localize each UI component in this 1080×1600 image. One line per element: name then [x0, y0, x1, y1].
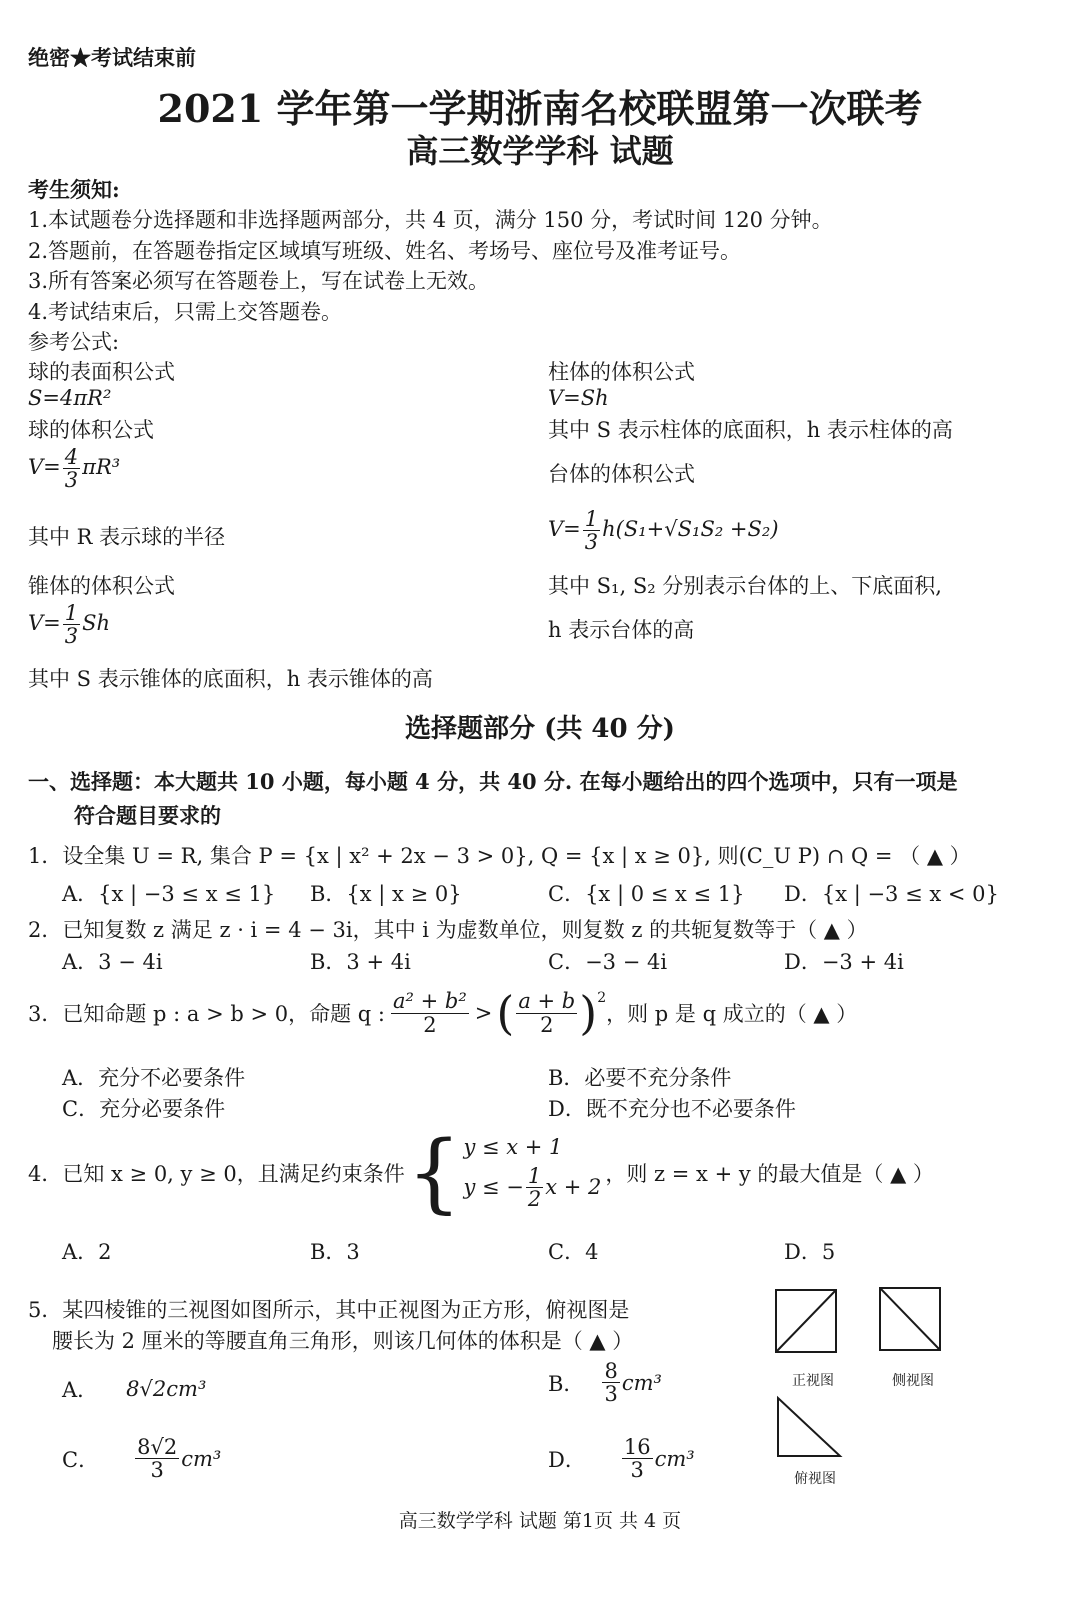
fraction — [602, 1360, 619, 1405]
option-d: D．−3 + 4i — [784, 950, 904, 974]
frustum-note: 其中 S₁, S₂ 分别表示台体的上、下底面积, — [548, 574, 942, 598]
fraction-den: 3 — [584, 530, 599, 555]
fraction-num: 1 — [527, 1164, 542, 1188]
paren-open: ( — [496, 986, 515, 1040]
option-c: C．−3 − 4i — [548, 950, 668, 974]
stem-text: 4．已知 x ≥ 0, y ≥ 0，且满足约束条件 — [28, 1162, 405, 1186]
formula-lhs: V= — [28, 455, 61, 480]
fraction — [526, 1165, 543, 1210]
fraction-num: 1 — [64, 601, 79, 625]
option-letter: D． — [548, 1447, 586, 1472]
option-b: B．必要不充分条件 — [548, 1066, 732, 1090]
sphere-area-formula: S=4πR² — [28, 386, 112, 410]
option-unit: cm³ — [654, 1446, 695, 1471]
frustum-volume-formula — [548, 508, 779, 553]
constraint: y ≤ x + 1 — [463, 1134, 563, 1159]
question-stem — [28, 1123, 934, 1223]
confidential-label: 绝密★考试结束前 — [28, 45, 196, 70]
formula-rhs: h(S₁+√S₁S₂ +S₂) — [602, 517, 779, 542]
exam-title: 2021 学年第一学期浙南名校联盟第一次联考 — [157, 86, 923, 131]
notice-item: 1.本试题卷分选择题和非选择题两部分，共 4 页，满分 150 分，考试时间 120 分钟。 — [28, 208, 833, 232]
fraction-den: 3 — [150, 1458, 164, 1483]
formula-rhs: Sh — [82, 611, 111, 636]
option-a: A．3 − 4i — [62, 950, 163, 974]
fraction-num: a² + b² — [393, 989, 467, 1014]
front-view-label: 正视图 — [792, 1373, 834, 1389]
option-c: C．4 — [548, 1240, 599, 1264]
fraction-den: 3 — [604, 1382, 618, 1407]
cone-volume-formula — [28, 602, 110, 647]
prism-volume-formula: V=Sh — [548, 386, 609, 410]
fraction-den: 3 — [64, 624, 79, 649]
option-d: D．{x | −3 ≤ x < 0} — [784, 882, 999, 906]
paren-close: ) — [579, 986, 598, 1040]
sphere-area-label: 球的表面积公式 — [28, 360, 175, 384]
stem-text: 3．已知命题 p : a > b > 0，命题 q : — [28, 1002, 385, 1026]
notice-item: 2.答题前，在答题卷指定区域填写班级、姓名、考场号、座位号及准考证号。 — [28, 239, 742, 263]
fraction-den: 3 — [630, 1458, 644, 1483]
formula-heading: 参考公式: — [28, 330, 120, 354]
option-c: C．充分必要条件 — [62, 1097, 226, 1121]
fraction-num: 8 — [604, 1359, 618, 1383]
question-stem: 腰长为 2 厘米的等腰直角三角形，则该几何体的体积是（ ▲ ） — [52, 1329, 634, 1353]
frustum-note: h 表示台体的高 — [548, 618, 695, 642]
option-letter: A． — [62, 1378, 99, 1402]
constraint-pre: y ≤ − — [463, 1175, 524, 1199]
fraction-num: 16 — [623, 1435, 651, 1459]
fraction-den: 2 — [540, 1012, 554, 1037]
formula-lhs: V= — [548, 517, 581, 542]
brace: { — [406, 1123, 462, 1223]
notice-item: 4.考试结束后，只需上交答题卷。 — [28, 300, 343, 324]
option-unit: cm³ — [181, 1446, 222, 1471]
fraction — [391, 990, 469, 1035]
fraction — [63, 602, 80, 647]
notice-heading: 考生须知: — [28, 177, 120, 202]
fraction-num: 4 — [64, 445, 79, 469]
option-b — [548, 1360, 662, 1405]
stem-text: ，则 p 是 q 成立的（ ▲ ） — [606, 1002, 858, 1026]
frustum-volume-label: 台体的体积公式 — [548, 462, 695, 486]
prism-volume-label: 柱体的体积公式 — [548, 360, 695, 384]
fraction-den: 3 — [64, 468, 79, 493]
fraction-num: a + b — [518, 989, 576, 1014]
option-letter: B． — [548, 1371, 585, 1396]
option-a: A．2 — [62, 1240, 112, 1264]
option-d — [548, 1436, 695, 1481]
option-c — [62, 1436, 221, 1481]
fraction — [583, 508, 600, 553]
exponent: 2 — [597, 990, 607, 1006]
sphere-volume-label: 球的体积公式 — [28, 418, 154, 442]
side-view-label: 侧视图 — [892, 1373, 934, 1389]
constraint-system — [463, 1136, 601, 1210]
fraction-den: 2 — [423, 1012, 437, 1037]
section-instruction: 符合题目要求的 — [74, 803, 221, 828]
option-d: D．5 — [784, 1240, 836, 1264]
side-view-figure — [878, 1286, 942, 1352]
fraction — [135, 1436, 179, 1481]
section-title: 选择题部分 (共 40 分) — [405, 714, 675, 744]
fraction — [516, 990, 577, 1035]
option-letter: C． — [62, 1447, 100, 1472]
constraint — [463, 1165, 601, 1210]
top-view-figure — [774, 1394, 844, 1460]
cone-note: 其中 S 表示锥体的底面积，h 表示锥体的高 — [28, 667, 433, 691]
question-stem: 5．某四棱锥的三视图如图所示，其中正视图为正方形，俯视图是 — [28, 1298, 630, 1322]
option-unit: cm³ — [621, 1370, 662, 1395]
cone-volume-label: 锥体的体积公式 — [28, 574, 175, 598]
option-value: 8√2cm³ — [126, 1377, 207, 1401]
fraction — [63, 446, 80, 491]
fraction-num: 1 — [584, 507, 599, 531]
option-d: D．既不充分也不必要条件 — [548, 1097, 796, 1121]
option-a: A．充分不必要条件 — [62, 1066, 246, 1090]
notice-item: 3.所有答案必须写在答题卷上，写在试卷上无效。 — [28, 269, 490, 293]
front-view-figure — [774, 1288, 838, 1354]
fraction — [622, 1436, 653, 1481]
formula-lhs: V= — [28, 611, 61, 636]
option-a: A．{x | −3 ≤ x ≤ 1} — [62, 882, 276, 906]
page-footer: 高三数学学科 试题 第1页 共 4 页 — [398, 1510, 682, 1532]
fraction-num: 8√2 — [137, 1435, 178, 1459]
sphere-note: 其中 R 表示球的半径 — [28, 525, 226, 549]
question-stem: 2．已知复数 z 满足 z · i = 4 − 3i，其中 i 为虚数单位，则复数 z 的共轭复数等于（ ▲ ） — [28, 918, 868, 942]
option-a — [62, 1374, 206, 1404]
option-b: B．3 + 4i — [310, 950, 411, 974]
constraint-post: x + 2 — [545, 1175, 602, 1199]
operator: > — [474, 1001, 493, 1025]
option-c: C．{x | 0 ≤ x ≤ 1} — [548, 882, 745, 906]
fraction-den: 2 — [527, 1187, 542, 1212]
prism-note: 其中 S 表示柱体的底面积，h 表示柱体的高 — [548, 418, 953, 442]
option-b: B．3 — [310, 1240, 360, 1264]
question-stem: 1．设全集 U = R, 集合 P = {x | x² + 2x − 3 > 0}, Q = {x | x ≥ 0}, 则(C_U P) ∩ Q = （ ▲ ） — [28, 844, 971, 868]
exam-subtitle: 高三数学学科 试题 — [406, 132, 674, 170]
section-instruction: 一、选择题：本大题共 10 小题，每小题 4 分，共 40 分. 在每小题给出的四个选项中，只有一项是 — [28, 769, 958, 794]
formula-rhs: πR³ — [82, 455, 121, 480]
sphere-volume-formula — [28, 446, 120, 491]
stem-text: ，则 z = x + y 的最大值是（ ▲ ） — [605, 1162, 934, 1186]
option-b: B．{x | x ≥ 0} — [310, 882, 462, 906]
top-view-label: 俯视图 — [794, 1471, 836, 1487]
question-stem — [28, 986, 858, 1040]
